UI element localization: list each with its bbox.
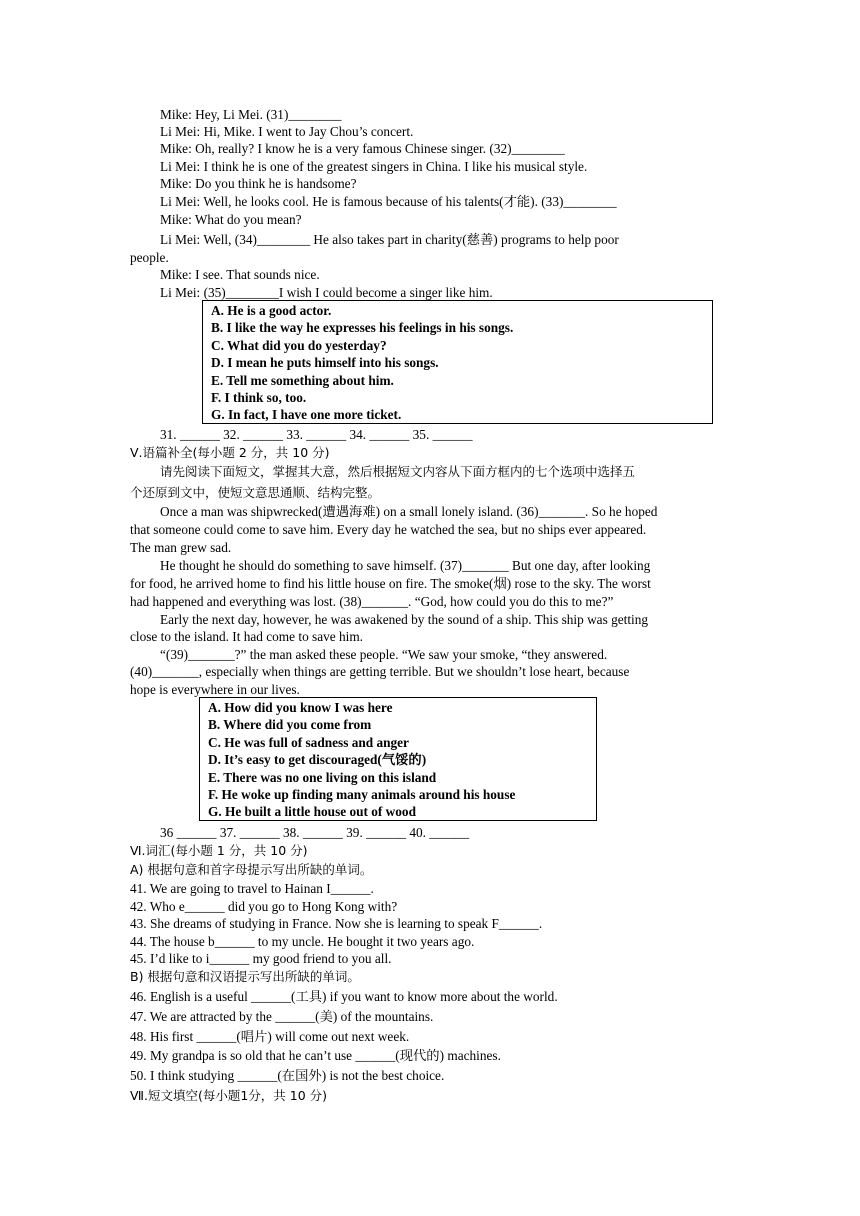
- passage-line-5: for food, he arrived home to find his little house on fire. The smoke(烟) rose to the sky. The worst: [130, 576, 651, 591]
- dialogue-line-8: Li Mei: Well, (34)________ He also takes part in charity(慈善) programs to help poor: [160, 232, 619, 247]
- dialogue-line-7: Mike: What do you mean?: [160, 212, 302, 227]
- section7-heading: Ⅶ.短文填空(每小题1分，共 10 分): [130, 1088, 328, 1103]
- section6-part-a: A) 根据句意和首字母提示写出所缺的单词。: [130, 862, 373, 877]
- vocab-item-41: 41. We are going to travel to Hainan I______.: [130, 881, 374, 896]
- dialogue-line-3: Mike: Oh, really? I know he is a very famous Chinese singer. (32)________: [160, 141, 565, 156]
- dialogue-line-6: Li Mei: Well, he looks cool. He is famous because of his talents(才能). (33)________: [160, 194, 617, 209]
- passage-line-2: that someone could come to save him. Every day he watched the sea, but no ships ever appeared.: [130, 522, 647, 537]
- dialogue-option-d: D. I mean he puts himself into his songs.: [211, 355, 439, 371]
- dialogue-line-4: Li Mei: I think he is one of the greatest singers in China. I like his musical style.: [160, 159, 588, 174]
- passage-option-f: F. He woke up finding many animals around his house: [208, 787, 516, 803]
- passage-line-3: The man grew sad.: [130, 540, 232, 555]
- passage-option-g: G. He built a little house out of wood: [208, 804, 416, 820]
- dialogue-line-11: Li Mei: (35)________I wish I could become a singer like him.: [160, 285, 493, 300]
- passage-option-e: E. There was no one living on this island: [208, 769, 437, 785]
- dialogue-option-a: A. He is a good actor.: [211, 303, 332, 318]
- vocab-item-47: 47. We are attracted by the ______(美) of the mountains.: [130, 1009, 434, 1024]
- dialogue-line-1: Mike: Hey, Li Mei. (31)________: [160, 107, 342, 122]
- passage-line-11: hope is everywhere in our lives.: [130, 682, 300, 697]
- dialogue-options-box: [202, 300, 713, 424]
- vocab-item-43: 43. She dreams of studying in France. Now she is learning to speak F______.: [130, 916, 543, 931]
- passage-line-1: Once a man was shipwrecked(遭遇海难) on a small lonely island. (36)_______. So he hoped: [160, 504, 658, 519]
- vocab-item-46: 46. English is a useful ______(工具) if you want to know more about the world.: [130, 989, 558, 1004]
- passage-line-6: had happened and everything was lost. (38)_______. “God, how could you do this to me?”: [130, 594, 614, 609]
- dialogue-line-9: people.: [130, 250, 169, 265]
- dialogue-option-g: G. In fact, I have one more ticket.: [211, 407, 402, 423]
- vocab-item-48: 48. His first ______(唱片) will come out next week.: [130, 1029, 410, 1044]
- vocab-item-45: 45. I’d like to i______ my good friend to you all.: [130, 951, 392, 966]
- dialogue-line-5: Mike: Do you think he is handsome?: [160, 176, 357, 191]
- passage-options-box: [199, 697, 597, 821]
- passage-answer-line: 36 ______ 37. ______ 38. ______ 39. ______ 40. ______: [160, 825, 470, 840]
- passage-line-4: He thought he should do something to save himself. (37)_______ But one day, after looking: [160, 558, 651, 573]
- vocab-item-49: 49. My grandpa is so old that he can’t use ______(现代的) machines.: [130, 1048, 501, 1063]
- section5-heading: Ⅴ.语篇补全(每小题 2 分，共 10 分): [130, 445, 330, 460]
- dialogue-answer-line: 31. ______ 32. ______ 33. ______ 34. ______ 35. ______: [160, 427, 473, 442]
- vocab-item-42: 42. Who e______ did you go to Hong Kong with?: [130, 899, 398, 914]
- vocab-item-50: 50. I think studying ______(在国外) is not the best choice.: [130, 1068, 445, 1083]
- passage-line-8: close to the island. It had come to save him.: [130, 629, 364, 644]
- section5-instruction-1: 请先阅读下面短文，掌握其大意，然后根据短文内容从下面方框内的七个选项中选择五: [160, 464, 636, 479]
- passage-option-a: A. How did you know I was here: [208, 700, 393, 715]
- dialogue-option-c: C. What did you do yesterday?: [211, 337, 387, 353]
- passage-option-c: C. He was full of sadness and anger: [208, 734, 409, 750]
- section6-part-b: B) 根据句意和汉语提示写出所缺的单词。: [130, 969, 360, 984]
- dialogue-line-2: Li Mei: Hi, Mike. I went to Jay Chou’s concert.: [160, 124, 414, 139]
- dialogue-option-f: F. I think so, too.: [211, 390, 307, 406]
- passage-line-9: “(39)_______?” the man asked these people. “We saw your smoke, “they answered.: [160, 647, 608, 662]
- passage-line-7: Early the next day, however, he was awakened by the sound of a ship. This ship was getting: [160, 612, 649, 627]
- dialogue-option-e: E. Tell me something about him.: [211, 372, 394, 388]
- passage-line-10: (40)_______, especially when things are getting terrible. But we shouldn’t lose heart, because: [130, 664, 630, 679]
- section6-heading: Ⅵ.词汇(每小题 1 分，共 10 分): [130, 843, 308, 858]
- passage-option-d: D. It’s easy to get discouraged(气馁的): [208, 752, 427, 768]
- dialogue-line-10: Mike: I see. That sounds nice.: [160, 267, 320, 282]
- section5-instruction-2: 个还原到文中，使短文意思通顺、结构完整。: [130, 485, 381, 500]
- passage-option-b: B. Where did you come from: [208, 717, 372, 733]
- dialogue-option-b: B. I like the way he expresses his feelings in his songs.: [211, 320, 514, 336]
- vocab-item-44: 44. The house b______ to my uncle. He bought it two years ago.: [130, 934, 475, 949]
